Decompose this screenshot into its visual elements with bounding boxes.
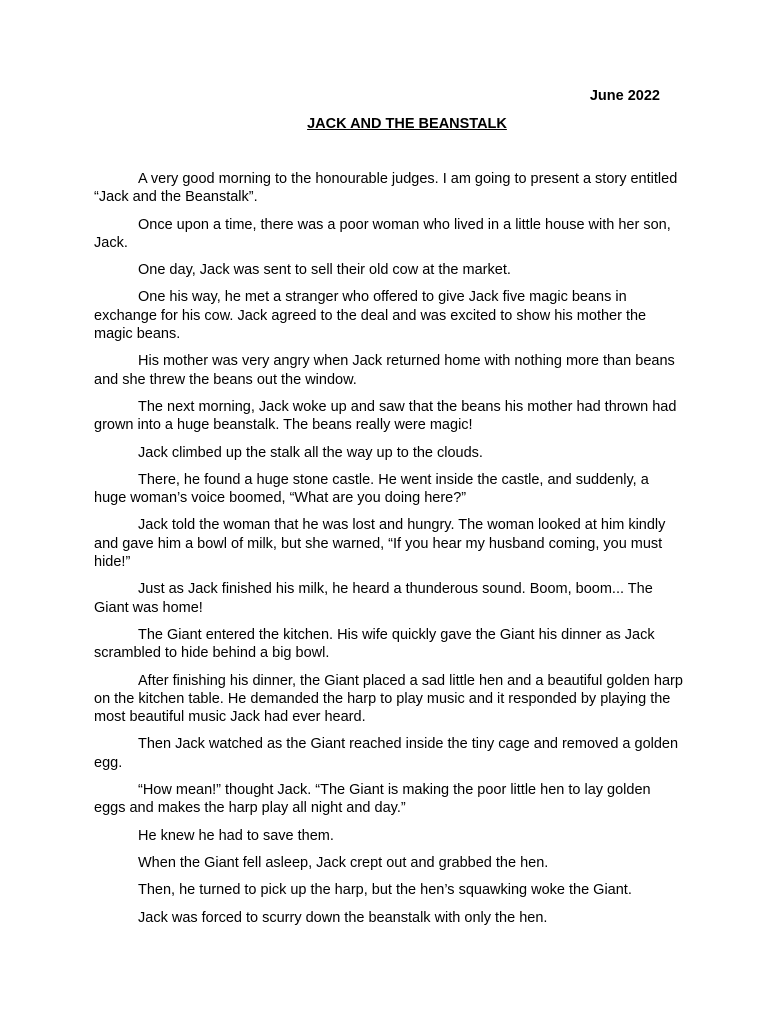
paragraph: Once upon a time, there was a poor woman who lived in a little house with her son, Jack. bbox=[94, 216, 671, 251]
paragraph: The next morning, Jack woke up and saw that the beans his mother had thrown had grown into a huge beanstalk. The beans really were magic! bbox=[94, 398, 677, 434]
paragraph: The Giant entered the kitchen. His wife quickly gave the Giant his dinner as Jack scrambled to hide behind a big bowl. bbox=[94, 626, 655, 662]
paragraph: One his way, he met a stranger who offered to give Jack five magic beans in exchange for his cow. Jack agreed to the deal and was excited to show his mother the magic beans. bbox=[94, 289, 647, 343]
document-title: JACK AND THE BEANSTALK bbox=[307, 116, 507, 132]
paragraph: Jack climbed up the stalk all the way up to the clouds. bbox=[138, 444, 483, 461]
paragraph: Jack told the woman that he was lost and hungry. The woman looked at him kindly and gave him a bowl of milk, but she warned, “If you hear my husband coming, you must hide!” bbox=[94, 517, 666, 571]
paragraph: His mother was very angry when Jack returned home with nothing more than beans and she threw the beans out the window. bbox=[94, 353, 675, 388]
paragraph: Then Jack watched as the Giant reached inside the tiny cage and removed a golden egg. bbox=[94, 736, 679, 771]
paragraph: He knew he had to save them. bbox=[138, 827, 334, 844]
paragraph: A very good morning to the honourable judges. I am going to present a story entitled “Jack and the Beanstalk”. bbox=[94, 171, 678, 206]
document-date: June 2022 bbox=[589, 88, 660, 104]
document-body bbox=[94, 170, 684, 936]
paragraph: “How mean!” thought Jack. “The Giant is making the poor little hen to lay golden eggs and makes the harp play all night and day.” bbox=[94, 782, 651, 817]
paragraph: One day, Jack was sent to sell their old cow at the market. bbox=[138, 262, 511, 279]
paragraph: There, he found a huge stone castle. He went inside the castle, and suddenly, a huge woman’s voice boomed, “What are you doing here?” bbox=[94, 471, 649, 507]
paragraph: Jack was forced to scurry down the beanstalk with only the hen. bbox=[138, 909, 548, 926]
paragraph: After finishing his dinner, the Giant placed a sad little hen and a beautiful golden harp on the kitchen table. He demanded the harp to play music and it responded by playing the most beautiful music Jack had ever heard. bbox=[94, 672, 683, 726]
paragraph: Then, he turned to pick up the harp, but the hen’s squawking woke the Giant. bbox=[138, 882, 632, 899]
paragraph: When the Giant fell asleep, Jack crept out and grabbed the hen. bbox=[138, 854, 549, 871]
paragraph: Just as Jack finished his milk, he heard a thunderous sound. Boom, boom... The Giant was home! bbox=[94, 581, 653, 616]
